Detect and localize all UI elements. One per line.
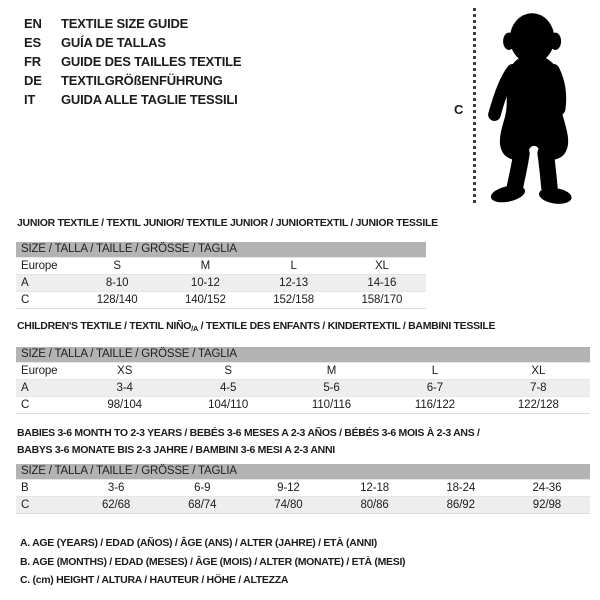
language-row-it [24, 90, 241, 109]
junior-size-header: SIZE / TALLA / TAILLE / GRÖSSE / TAGLIA [16, 242, 426, 257]
height-measure-dotted-line [473, 8, 476, 206]
table-cell: 3-4 [116, 382, 133, 394]
table-row-c [16, 291, 426, 308]
table-cell: 158/170 [361, 294, 403, 306]
legend-note-a: A. AGE (YEARS) / EDAD (AÑOS) / ÂGE (ANS) / ALTER (JAHRE) / ETÀ (ANNI) [20, 537, 377, 549]
table-cell: M [326, 365, 337, 377]
table-cell: 86/92 [446, 499, 475, 511]
table-cell: C [21, 399, 30, 411]
table-cell: 128/140 [96, 294, 138, 306]
language-code: ES [24, 35, 41, 50]
table-row-a [16, 379, 590, 396]
legend-note-b: B. AGE (MONTHS) / EDAD (MESES) / ÂGE (MOIS) / ALTER (MONATE) / ETÀ (MESI) [20, 555, 406, 568]
table-cell: Europe [21, 365, 58, 377]
table-cell: 14-16 [367, 277, 397, 289]
table-cell: 110/116 [311, 399, 352, 411]
table-cell: 98/104 [107, 399, 142, 411]
table-cell: S [113, 260, 121, 272]
table-cell: 5-6 [323, 382, 340, 394]
language-label: GUIDE DES TAILLES TEXTILE [61, 54, 242, 69]
children-heading-part1: CHILDREN'S TEXTILE / TEXTIL NIÑO [17, 320, 192, 332]
table-cell: 152/158 [273, 294, 315, 306]
legend-note-c: C. (cm) HEIGHT / ALTURA / HAUTEUR / HÖHE / ALTEZZA [20, 574, 289, 586]
table-cell: A [21, 382, 29, 394]
table-cell: C [21, 499, 30, 511]
language-row-en [24, 14, 241, 33]
table-cell: 7-8 [530, 382, 547, 394]
language-row-fr [24, 52, 241, 71]
height-measure-label: C [454, 102, 464, 117]
language-code: IT [24, 92, 36, 107]
language-label: TEXTILE SIZE GUIDE [61, 16, 189, 31]
language-label: GUÍA DE TALLAS [61, 35, 166, 50]
table-cell: XL [374, 260, 389, 272]
babies-section-heading [17, 425, 480, 458]
babies-size-header: SIZE / TALLA / TAILLE / GRÖSSE / TAGLIA [16, 464, 590, 479]
language-row-es [24, 33, 241, 52]
table-cell: 116/122 [414, 399, 455, 411]
language-label: GUIDA ALLE TAGLIE TESSILI [61, 92, 238, 107]
language-code: DE [24, 73, 42, 88]
babies-heading-line2: BABYS 3-6 MONATE BIS 2-3 JAHRE / BAMBINI 3-6 MESI A 2-3 ANNI [17, 443, 335, 456]
table-cell: 80/86 [360, 499, 389, 511]
table-cell: C [21, 294, 30, 306]
table-cell: 4-5 [219, 382, 237, 394]
table-cell: 3-6 [107, 482, 125, 494]
table-cell: 18-24 [446, 482, 476, 494]
table-row-a [16, 274, 426, 291]
children-section-heading [17, 320, 495, 333]
language-row-de [24, 71, 241, 90]
table-cell: L [431, 365, 439, 377]
table-cell: B [21, 482, 29, 494]
table-cell: 140/152 [184, 294, 226, 306]
children-heading-subscript: /A [191, 324, 199, 333]
table-cell: 8-10 [105, 277, 129, 289]
table-cell: 12-13 [279, 277, 309, 289]
language-list [24, 14, 241, 109]
table-row-c [16, 496, 590, 513]
babies-size-table [16, 464, 590, 514]
table-cell: 92/98 [532, 499, 562, 511]
table-cell: 104/110 [208, 399, 249, 411]
legend-notes [20, 534, 405, 590]
table-row-c [16, 396, 590, 413]
table-cell: 24-36 [532, 482, 562, 494]
table-cell: XS [117, 365, 133, 377]
children-size-table [16, 347, 590, 414]
table-cell: 6-9 [194, 482, 211, 494]
table-row-europe [16, 362, 590, 379]
children-heading-part2: / TEXTILE DES ENFANTS / KINDERTEXTIL / BAMBINI TESSILE [198, 320, 496, 332]
language-label: TEXTILGRÖßENFÜHRUNG [61, 73, 223, 88]
table-cell: XL [531, 365, 546, 377]
language-code: EN [24, 16, 42, 31]
language-code: FR [24, 54, 41, 69]
table-row-europe [16, 257, 426, 274]
table-cell: 12-18 [360, 482, 390, 494]
table-cell: 6-7 [426, 382, 444, 394]
table-cell: 62/68 [101, 499, 131, 511]
junior-size-table [16, 242, 426, 309]
table-cell: Europe [21, 260, 58, 272]
table-cell: M [200, 260, 211, 272]
junior-section-heading: JUNIOR TEXTILE / TEXTIL JUNIOR/ TEXTILE JUNIOR / JUNIORTEXTIL / JUNIOR TESSILE [17, 217, 438, 229]
babies-heading-line1: BABIES 3-6 MONTH TO 2-3 YEARS / BEBÉS 3-6 MESES A 2-3 AÑOS / BÉBÉS 3-6 MOIS À 2-3 ANS / [17, 427, 480, 439]
table-cell: L [290, 260, 297, 272]
table-row-b [16, 479, 590, 496]
table-cell: 68/74 [188, 499, 217, 511]
baby-silhouette-image [478, 6, 592, 206]
table-cell: 10-12 [190, 277, 220, 289]
table-cell: A [21, 277, 29, 289]
table-cell: 122/128 [517, 399, 559, 411]
table-cell: 9-12 [277, 482, 300, 494]
table-cell: 74/80 [274, 499, 303, 511]
children-size-header: SIZE / TALLA / TAILLE / GRÖSSE / TAGLIA [16, 347, 590, 362]
table-cell: S [224, 365, 232, 377]
